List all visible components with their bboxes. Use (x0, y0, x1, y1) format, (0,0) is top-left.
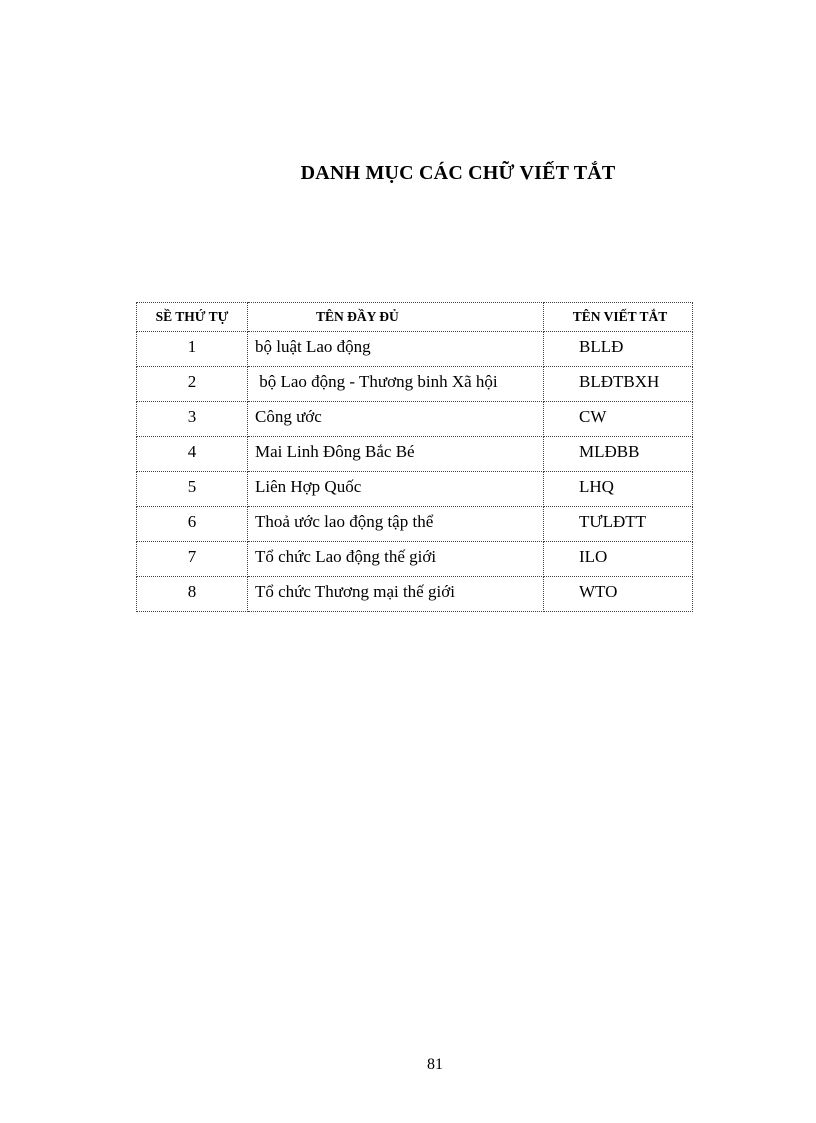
header-abbreviation: TÊN VIẾT TẮT (544, 303, 693, 332)
table-row (137, 542, 693, 577)
table-row (137, 577, 693, 612)
row-number: 3 (137, 402, 248, 437)
abbreviations-table (136, 302, 693, 612)
row-full-name: Thoả ước lao động tập thể (248, 507, 544, 542)
row-full-name: Mai Linh Đông Bắc Bé (248, 437, 544, 472)
row-number: 4 (137, 437, 248, 472)
row-full-name: Công ước (248, 402, 544, 437)
row-abbreviation: TƯLĐTT (544, 507, 693, 542)
row-abbreviation: ILO (544, 542, 693, 577)
row-full-name: Liên Hợp Quốc (248, 472, 544, 507)
page-number: 81 (427, 1056, 443, 1073)
header-order: SỀ THỨ TỰ (137, 303, 248, 332)
row-number: 5 (137, 472, 248, 507)
row-number: 8 (137, 577, 248, 612)
table-header-row (137, 303, 693, 332)
table-row (137, 507, 693, 542)
row-number: 7 (137, 542, 248, 577)
table-row (137, 402, 693, 437)
row-number: 6 (137, 507, 248, 542)
row-full-name: bộ Lao động - Thương binh Xã hội (248, 367, 544, 402)
row-full-name: Tổ chức Thương mại thế giới (248, 577, 544, 612)
header-full-name: TÊN ĐẦY ĐỦ (248, 303, 544, 332)
page-title: DANH MỤC CÁC CHỮ VIẾT TẮT (300, 162, 616, 184)
table-row (137, 332, 693, 367)
row-full-name: bộ luật Lao động (248, 332, 544, 367)
row-abbreviation: MLĐBB (544, 437, 693, 472)
table-row (137, 437, 693, 472)
table-row (137, 367, 693, 402)
row-number: 2 (137, 367, 248, 402)
table-row (137, 472, 693, 507)
row-abbreviation: WTO (544, 577, 693, 612)
row-number: 1 (137, 332, 248, 367)
row-full-name: Tổ chức Lao động thế giới (248, 542, 544, 577)
row-abbreviation: BLĐTBXH (544, 367, 693, 402)
row-abbreviation: LHQ (544, 472, 693, 507)
row-abbreviation: CW (544, 402, 693, 437)
row-abbreviation: BLLĐ (544, 332, 693, 367)
